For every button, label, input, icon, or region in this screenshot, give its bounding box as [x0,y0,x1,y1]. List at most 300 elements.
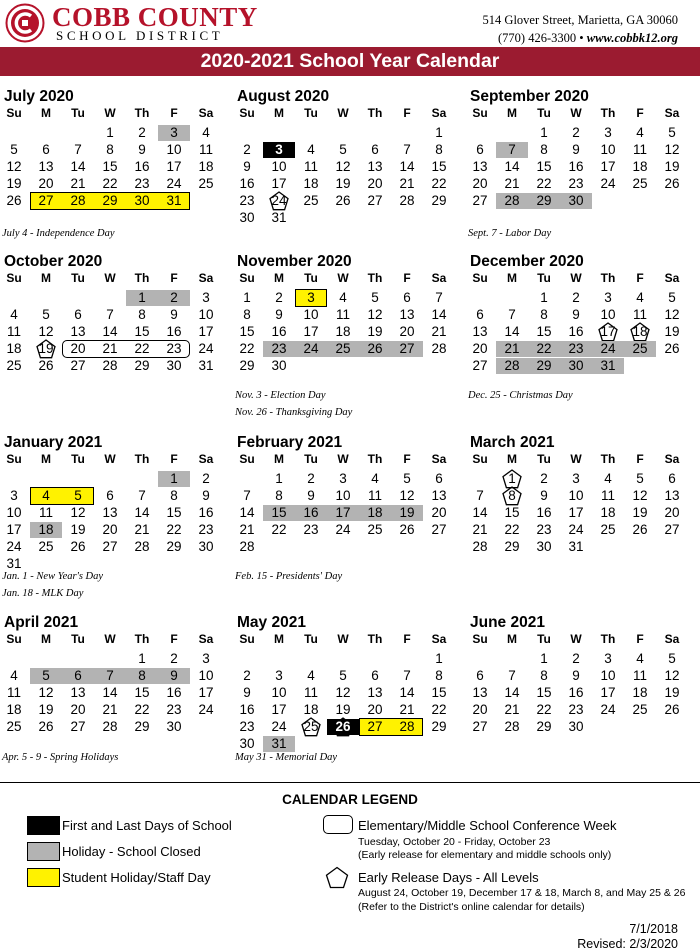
calendar-day: 28 [472,539,488,554]
calendar-day: 6 [74,307,82,322]
calendar-day: 23 [166,341,182,356]
calendar-day: 13 [367,159,383,174]
calendar-day: 24 [271,719,287,734]
calendar-day: 29 [504,539,520,554]
calendar-day: 13 [472,159,488,174]
calendar-day: 3 [202,651,210,666]
calendar-day: 25 [6,358,22,373]
calendar-day: 14 [102,324,118,339]
weekday-header: Su [239,271,255,285]
calendar-day: 23 [536,522,552,537]
calendar-day: 26 [664,702,680,717]
phone: (770) 426-3300 [498,31,577,45]
calendar-day-holiday: 5 [30,668,62,684]
calendar-day: 23 [198,522,214,537]
calendar-day: 25 [198,176,214,191]
calendar-day: 17 [568,505,584,520]
calendar-day: 24 [568,522,584,537]
month-grid [466,632,690,752]
calendar-day: 21 [102,702,118,717]
calendar-day: 27 [367,193,383,208]
calendar-day: 18 [6,702,22,717]
month-grid [0,271,224,391]
calendar-day: 14 [134,505,150,520]
calendar-day: 22 [536,702,552,717]
calendar-day: 8 [540,307,548,322]
calendar-day: 28 [504,719,520,734]
weekday-header: Tu [71,106,85,120]
calendar-day: 5 [636,471,644,486]
calendar-day: 15 [536,685,552,700]
month-title: December 2020 [470,253,584,270]
calendar-day: 27 [102,539,118,554]
calendar-day: 28 [102,358,118,373]
calendar-day: 9 [572,668,580,683]
weekday-header: W [570,106,582,120]
weekday-header: Th [134,106,150,120]
calendar-day: 4 [636,290,644,305]
calendar-day: 23 [134,176,150,191]
calendar-day: 20 [38,176,54,191]
calendar-day: 3 [604,125,612,140]
calendar-day: 8 [243,307,251,322]
calendar-day: 22 [431,702,447,717]
calendar-day: 3 [604,651,612,666]
calendar-day: 7 [508,668,516,683]
legend-holiday-label: Holiday - School Closed [62,844,201,859]
weekday-header: Th [367,452,383,466]
legend-student-holiday-label: Student Holiday/Staff Day [62,870,211,885]
month-calendar [466,88,690,226]
calendar-day-holiday: 30 [560,193,592,209]
calendar-day: 27 [472,358,488,373]
calendar-day: 6 [106,488,114,503]
month-calendar [466,614,690,752]
calendar-day: 29 [431,719,447,734]
calendar-day: 6 [668,471,676,486]
calendar-day: 13 [472,324,488,339]
calendar-day: 22 [102,176,118,191]
calendar-day: 29 [431,193,447,208]
brand-name: COBB COUNTY [52,2,258,32]
calendar-day: 28 [102,719,118,734]
calendar-day: 1 [435,125,443,140]
weekday-header: M [507,271,517,285]
calendar-day: 1 [540,125,548,140]
calendar-day-holiday: 22 [528,341,560,357]
calendar-day: 21 [102,341,118,356]
calendar-day: 12 [70,505,86,520]
calendar-day: 20 [472,176,488,191]
calendar-day: 2 [138,125,146,140]
calendar-day: 19 [632,505,648,520]
weekday-header: Th [600,271,616,285]
calendar-day: 10 [600,307,616,322]
calendar-day: 12 [367,307,383,322]
legend-divider [0,782,700,783]
calendar-day: 11 [367,488,382,503]
calendar-day: 20 [367,702,383,717]
calendar-day: 9 [572,307,580,322]
calendar-day: 13 [431,488,447,503]
calendar-day: 17 [198,324,214,339]
calendar-day: 15 [134,324,150,339]
calendar-day-holiday: 28 [496,358,528,374]
calendar-day-early-release: 19 [30,341,62,357]
calendar-day: 1 [275,471,283,486]
calendar-day: 8 [435,668,443,683]
calendar-day: 1 [138,651,146,666]
calendar-day: 12 [38,685,54,700]
calendar-day: 15 [102,159,118,174]
calendar-day: 27 [664,522,680,537]
calendar-day: 3 [10,488,18,503]
calendar-day: 25 [38,539,54,554]
calendar-day: 10 [198,307,214,322]
calendar-day: 28 [431,341,447,356]
weekday-header: Su [6,271,22,285]
calendar-day: 21 [134,522,150,537]
calendar-day: 30 [536,539,552,554]
weekday-header: Su [239,632,255,646]
weekday-header: Tu [71,632,85,646]
weekday-header: F [636,452,644,466]
calendar-day: 16 [239,176,255,191]
calendar-day: 7 [476,488,484,503]
calendar-day: 3 [275,668,283,683]
calendar-day: 11 [303,159,318,174]
calendar-day: 17 [271,176,287,191]
calendar-day: 11 [632,668,647,683]
calendar-day: 9 [243,685,251,700]
calendar-day: 22 [134,341,150,356]
legend-conference-dates: Tuesday, October 20 - Friday, October 23 [358,836,551,848]
calendar-day: 14 [239,505,255,520]
calendar-day: 10 [600,142,616,157]
weekday-header: Sa [198,632,214,646]
calendar-day: 14 [504,324,520,339]
month-grid [233,452,457,572]
weekday-header: Tu [537,452,551,466]
calendar-day: 16 [134,159,150,174]
legend-first-last-label: First and Last Days of School [62,818,232,833]
calendar-day-student-holiday: 27 [30,193,62,209]
calendar-day: 12 [664,668,680,683]
calendar-day: 9 [243,159,251,174]
calendar-day: 13 [399,307,415,322]
calendar-day: 11 [6,685,21,700]
calendar-day: 26 [399,522,415,537]
calendar-day-holiday: 19 [391,505,423,521]
weekday-header: Tu [537,271,551,285]
calendar-day: 4 [10,668,18,683]
calendar-day: 19 [664,324,680,339]
calendar-day: 11 [303,685,318,700]
calendar-day: 19 [70,522,86,537]
weekday-header: M [274,271,284,285]
calendar-day: 24 [335,522,351,537]
calendar-day: 29 [239,358,255,373]
weekday-header: Tu [304,452,318,466]
calendar-day: 2 [540,471,548,486]
calendar-day: 20 [367,176,383,191]
calendar-day-holiday: 29 [528,193,560,209]
calendar-day: 17 [271,702,287,717]
weekday-header: Su [6,106,22,120]
calendar-day: 31 [568,539,584,554]
calendar-day: 20 [102,522,118,537]
calendar-day: 21 [431,324,447,339]
calendar-day: 22 [431,176,447,191]
weekday-header: W [104,271,116,285]
calendar-day: 22 [239,341,255,356]
weekday-header: W [570,271,582,285]
calendar-day: 14 [504,685,520,700]
calendar-day: 14 [399,685,415,700]
calendar-day: 16 [198,505,214,520]
calendar-day-student-holiday: 5 [62,488,94,504]
calendar-day: 7 [435,290,443,305]
footer-date: 7/1/2018 [629,922,678,936]
calendar-day: 5 [371,290,379,305]
calendar-day: 16 [166,685,182,700]
calendar-day: 6 [476,668,484,683]
calendar-day: 20 [472,341,488,356]
calendar-day: 24 [198,702,214,717]
weekday-header: F [403,106,411,120]
calendar-day: 7 [106,307,114,322]
calendar-day: 29 [536,719,552,734]
month-grid [0,106,224,226]
calendar-day: 13 [367,685,383,700]
calendar-day: 9 [540,488,548,503]
calendar-day: 10 [271,685,287,700]
calendar-day: 22 [271,522,287,537]
calendar-day: 24 [198,341,214,356]
calendar-day-student-holiday: 29 [94,193,126,209]
calendar-day: 2 [243,668,251,683]
calendar-day: 5 [42,307,50,322]
calendar-day: 12 [6,159,22,174]
holiday-note: July 4 - Independence Day [2,228,115,239]
contact-line [498,31,678,46]
calendar-day: 2 [275,290,283,305]
calendar-day: 23 [568,702,584,717]
month-calendar [0,434,224,572]
calendar-day: 15 [166,505,182,520]
month-title: February 2021 [237,434,343,451]
calendar-day-holiday: 31 [263,736,295,752]
calendar-day: 6 [42,142,50,157]
calendar-day: 13 [70,685,86,700]
calendar-day: 13 [102,505,118,520]
calendar-day: 31 [271,210,287,225]
month-grid [233,632,457,752]
calendar-day: 4 [10,307,18,322]
calendar-day: 12 [664,307,680,322]
calendar-day: 11 [198,142,213,157]
calendar-day: 3 [604,290,612,305]
calendar-day-holiday: 1 [158,471,190,487]
calendar-day-student-holiday: 4 [30,488,62,504]
holiday-note: Sept. 7 - Labor Day [468,228,552,239]
calendar-day: 9 [275,307,283,322]
calendar-day: 25 [600,522,616,537]
calendar-day-student-holiday: 27 [359,719,391,735]
weekday-header: W [337,106,349,120]
calendar-day: 28 [399,193,415,208]
calendar-day: 19 [38,702,54,717]
holiday-note: Dec. 25 - Christmas Day [468,390,573,401]
month-title: August 2020 [237,88,330,105]
calendar-day-student-holiday: 31 [158,193,190,209]
holiday-note: Nov. 3 - Election Day [235,390,326,401]
calendar-day: 10 [568,488,584,503]
calendar-day: 26 [664,176,680,191]
calendar-day: 8 [540,142,548,157]
calendar-day-first-last: 3 [263,142,295,158]
weekday-header: Th [367,271,383,285]
weekday-header: Th [134,452,150,466]
calendar-day: 5 [403,471,411,486]
footer-revised: Revised: 2/3/2020 [577,937,678,951]
calendar-day: 15 [431,159,447,174]
weekday-header: W [104,452,116,466]
calendar-day: 14 [431,307,447,322]
calendar-day: 23 [239,719,255,734]
calendar-day: 4 [604,471,612,486]
calendar-day-holiday: 29 [528,358,560,374]
calendar-day: 9 [572,142,580,157]
calendar-day-holiday: 18 [30,522,62,538]
website-link[interactable]: www.cobbk12.org [586,31,678,45]
weekday-header: W [570,632,582,646]
weekday-header: Th [134,271,150,285]
weekday-header: M [41,632,51,646]
weekday-header: Su [472,452,488,466]
month-title: October 2020 [4,253,103,270]
calendar-day: 26 [70,539,86,554]
weekday-header: F [403,452,411,466]
calendar-day: 2 [572,651,580,666]
calendar-day-holiday: 31 [592,358,624,374]
weekday-header: Sa [431,632,447,646]
calendar-day-early-release: 18 [624,324,656,340]
weekday-header: Sa [198,452,214,466]
calendar-day: 6 [371,668,379,683]
calendar-day-early-release: 1 [496,471,528,487]
calendar-day: 6 [476,142,484,157]
calendar-day: 13 [664,488,680,503]
month-grid [0,632,224,752]
month-title: January 2021 [4,434,103,451]
calendar-day: 21 [239,522,255,537]
month-calendar [233,614,457,752]
calendar-day: 24 [166,176,182,191]
weekday-header: M [41,452,51,466]
calendar-day: 17 [303,324,319,339]
calendar-day: 4 [339,290,347,305]
calendar-day: 10 [198,668,214,683]
weekday-header: W [570,452,582,466]
calendar-day: 4 [202,125,210,140]
calendar-day: 16 [166,324,182,339]
calendar-day: 19 [335,176,351,191]
calendar-day: 16 [568,685,584,700]
calendar-day: 25 [367,522,383,537]
calendar-day: 27 [472,719,488,734]
weekday-header: Sa [431,271,447,285]
calendar-day: 19 [664,685,680,700]
calendar-day: 18 [303,176,319,191]
calendar-day: 13 [38,159,54,174]
calendar-day: 26 [335,193,351,208]
calendar-day: 7 [138,488,146,503]
calendar-day: 22 [134,702,150,717]
weekday-header: M [274,106,284,120]
calendar-day: 25 [632,176,648,191]
month-title: July 2020 [4,88,74,105]
legend-early-release-dates: August 24, October 19, December 17 & 18, March 8, and May 25 & 26 [358,887,686,899]
calendar-day: 12 [399,488,415,503]
weekday-header: Tu [71,271,85,285]
weekday-header: Sa [664,452,680,466]
holiday-note: May 31 - Memorial Day [235,752,338,763]
weekday-header: Sa [664,106,680,120]
calendar-day-holiday: 30 [560,358,592,374]
calendar-day: 16 [271,324,287,339]
holiday-note: Jan. 18 - MLK Day [2,588,84,599]
weekday-header: Su [472,271,488,285]
weekday-header: W [337,452,349,466]
weekday-header: M [274,632,284,646]
calendar-day: 28 [134,539,150,554]
weekday-header: Th [367,632,383,646]
legend-title: CALENDAR LEGEND [282,792,418,807]
weekday-header: M [507,632,517,646]
calendar-day: 17 [600,159,616,174]
district-logo [5,3,45,43]
weekday-header: Sa [664,632,680,646]
calendar-day: 17 [198,685,214,700]
calendar-day: 9 [138,142,146,157]
calendar-day-early-release: 8 [496,488,528,504]
calendar-day: 23 [239,193,255,208]
calendar-day: 6 [435,471,443,486]
weekday-header: Tu [71,452,85,466]
calendar-day: 10 [271,159,287,174]
calendar-day: 25 [6,719,22,734]
weekday-header: M [507,452,517,466]
calendar-day-student-holiday: 30 [126,193,158,209]
calendar-day: 1 [243,290,251,305]
calendar-day: 5 [668,290,676,305]
calendar-day: 25 [632,702,648,717]
calendar-day-holiday: 24 [295,341,327,357]
calendar-day: 5 [668,125,676,140]
calendar-day: 20 [431,505,447,520]
month-grid [466,271,690,391]
calendar-day: 29 [166,539,182,554]
calendar-day: 22 [166,522,182,537]
calendar-day: 31 [198,358,214,373]
calendar-day-holiday: 23 [560,341,592,357]
calendar-day-holiday: 7 [496,142,528,158]
calendar-day-student-holiday: 28 [391,719,423,735]
calendar-day: 30 [166,358,182,373]
calendar-day: 7 [508,307,516,322]
calendar-day-holiday: 9 [158,668,190,684]
